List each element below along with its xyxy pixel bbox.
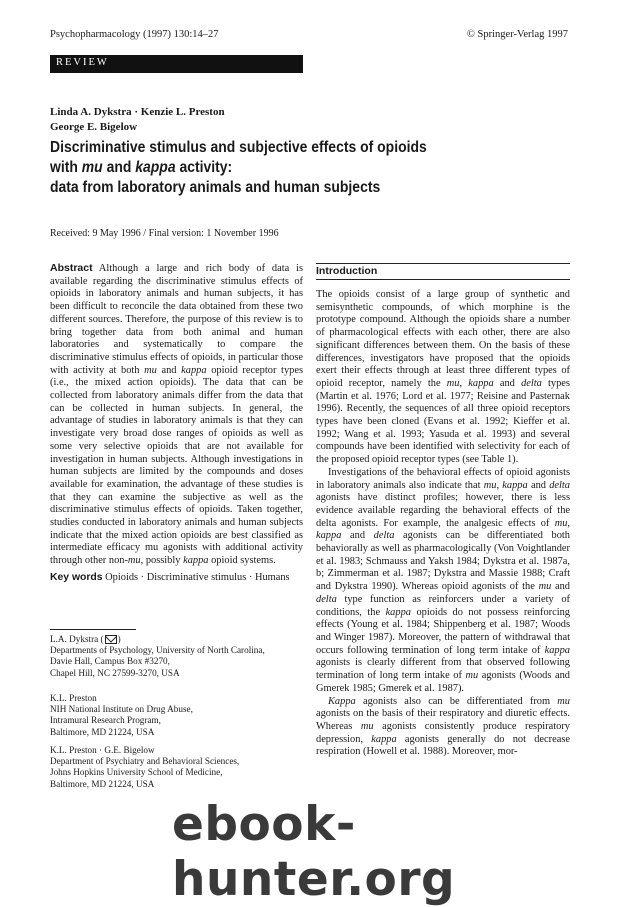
affiliation-1: L.A. Dykstra ( ) Departments of Psychology, University of North Carolina, Davie Hall, Campus Box #3270, Chapel Hill, NC 27599-3270, USA	[50, 634, 265, 678]
intro-heading: Introduction	[316, 265, 378, 277]
section-label: REVIEW	[56, 57, 109, 68]
authors-line-2: George E. Bigelow	[50, 121, 138, 133]
abstract-label: Abstract	[50, 262, 93, 274]
intro-paragraph-1: The opioids consist of a large group of synthetic and semisynthetic compounds, of which morphine is the prototype compound. Although the opioids share a number of pharmacological effects with each other, there are also significant differences between them. On the basis of these differences, investigators have proposed that the opioids exert their effects through at least three different types of opioid receptor, namely the mu, kappa and delta types (Martin et al. 1976; Lord et al. 1977; Reisine and Pasternak 1996). Recently, the sequences of all three opioid receptors types have been cloned (Evans et al. 1992; Kieffer et al. 1992; Wang et al. 1993; Yasuda et al. 1993) and several compounds have been identified with selectivity for each of the proposed opioid receptor types (see Table 1).	[316, 289, 570, 466]
intro-paragraph-2: Investigations of the behavioral effects of opioid agonists in laboratory animals also indicate that mu, kappa and delta agonists have distinct profiles; however, there is less evidence available regarding the behavioral effects of the delta agonists. For example, the analgesic effects of mu, kappa and delta agonists can be differentiated both behaviorally as well as pharmacologically (Von Voightlander et al. 1983; Schmauss and Yaksh 1984; Dykstra et al. 1987a, b; Zimmerman et al. 1987; Dykstra and Massie 1988; Craft and Dykstra 1990). Whereas opioid agonists of the mu and delta type function as reinforcers under a variety of conditions, the kappa opioids do not possess reinforcing effects (Young et al. 1984; Shippenberg et al. 1987; Woods and Winger 1987). Moreover, the pattern of withdrawal that occurs following termination of long term intake of kappa agonists is clearly different from that observed following termination of long term intake of mu agonists (Woods and Gmerek 1985; Gmerek et al. 1987).	[316, 466, 570, 694]
title-line-1: Discriminative stimulus and subjective effects of opioids	[50, 139, 427, 156]
title-line-3: data from laboratory animals and human subjects	[50, 179, 381, 196]
journal-citation: Psychopharmacology (1997) 130:14–27	[50, 29, 219, 40]
affiliation-2: K.L. Preston NIH National Institute on Drug Abuse, Intramural Research Program, Baltimore, MD 21224, USA	[50, 693, 193, 737]
envelope-icon[interactable]	[105, 635, 117, 644]
keywords-label: Key words	[50, 572, 103, 583]
footnote-rule	[50, 629, 136, 630]
affiliation-3: K.L. Preston · G.E. Bigelow Department of Psychiatry and Behavioral Sciences, Johns Hopkins University School of Medicine, Baltimore, MD 21224, USA	[50, 745, 240, 789]
copyright: © Springer-Verlag 1997	[466, 29, 568, 40]
intro-rule-bottom	[316, 279, 570, 280]
received-date: Received: 9 May 1996 / Final version: 1 November 1996	[50, 228, 279, 239]
paper-title	[50, 138, 518, 198]
authors	[50, 105, 225, 135]
intro-body	[316, 289, 570, 759]
abstract: Abstract Although a large and rich body of data is available regarding the discriminative stimulus effects of opioids in laboratory animals and human subjects, it has been difficult to reconcile the data obtained from these two different sources. Therefore, the purpose of this review is to bring together data from both animal and human laboratories and systematically to compare the discriminative stimulus effects of opioids, in particular those with activity at both mu and kappa opioid receptor types (i.e., the mixed action opioids). The data that can be collected from laboratory animals differ from the data that can be collected in human subjects. In general, the advantage of studies in laboratory animals is that they can investigate very broad dose ranges of opioids as well as some very selective opioids that are not available for investigation in human subjects. Although investigations in human subjects are limited by the compounds and doses available for examination, the advantage of these studies is that they can examine the subjective as well as the discriminative stimulus effects of opioids. Taken together, studies conducted in laboratory animals and human subjects indicate that the mixed action opioids are best classified as intermediate efficacy mu agonists with additional activity through other non-mu, possibly kappa opioid systems.	[50, 262, 303, 567]
intro-paragraph-3: Kappa agonists also can be differentiated from mu agonists on the basis of their respiratory and diuretic effects. Whereas mu agonists consistently produce respiratory depression, kappa agonists generally do not decrease respiration (Howell et al. 1988). Moreover, mor-	[316, 695, 570, 758]
intro-rule-top	[316, 263, 570, 264]
keywords	[50, 571, 303, 584]
section-band	[50, 55, 303, 73]
watermark: ebook-hunter.org	[172, 797, 456, 907]
title-line-2: with mu and kappa activity:	[50, 159, 233, 176]
keywords-text: Opioids · Discriminative stimulus · Humans	[105, 572, 290, 583]
authors-line-1: Linda A. Dykstra · Kenzie L. Preston	[50, 106, 225, 118]
